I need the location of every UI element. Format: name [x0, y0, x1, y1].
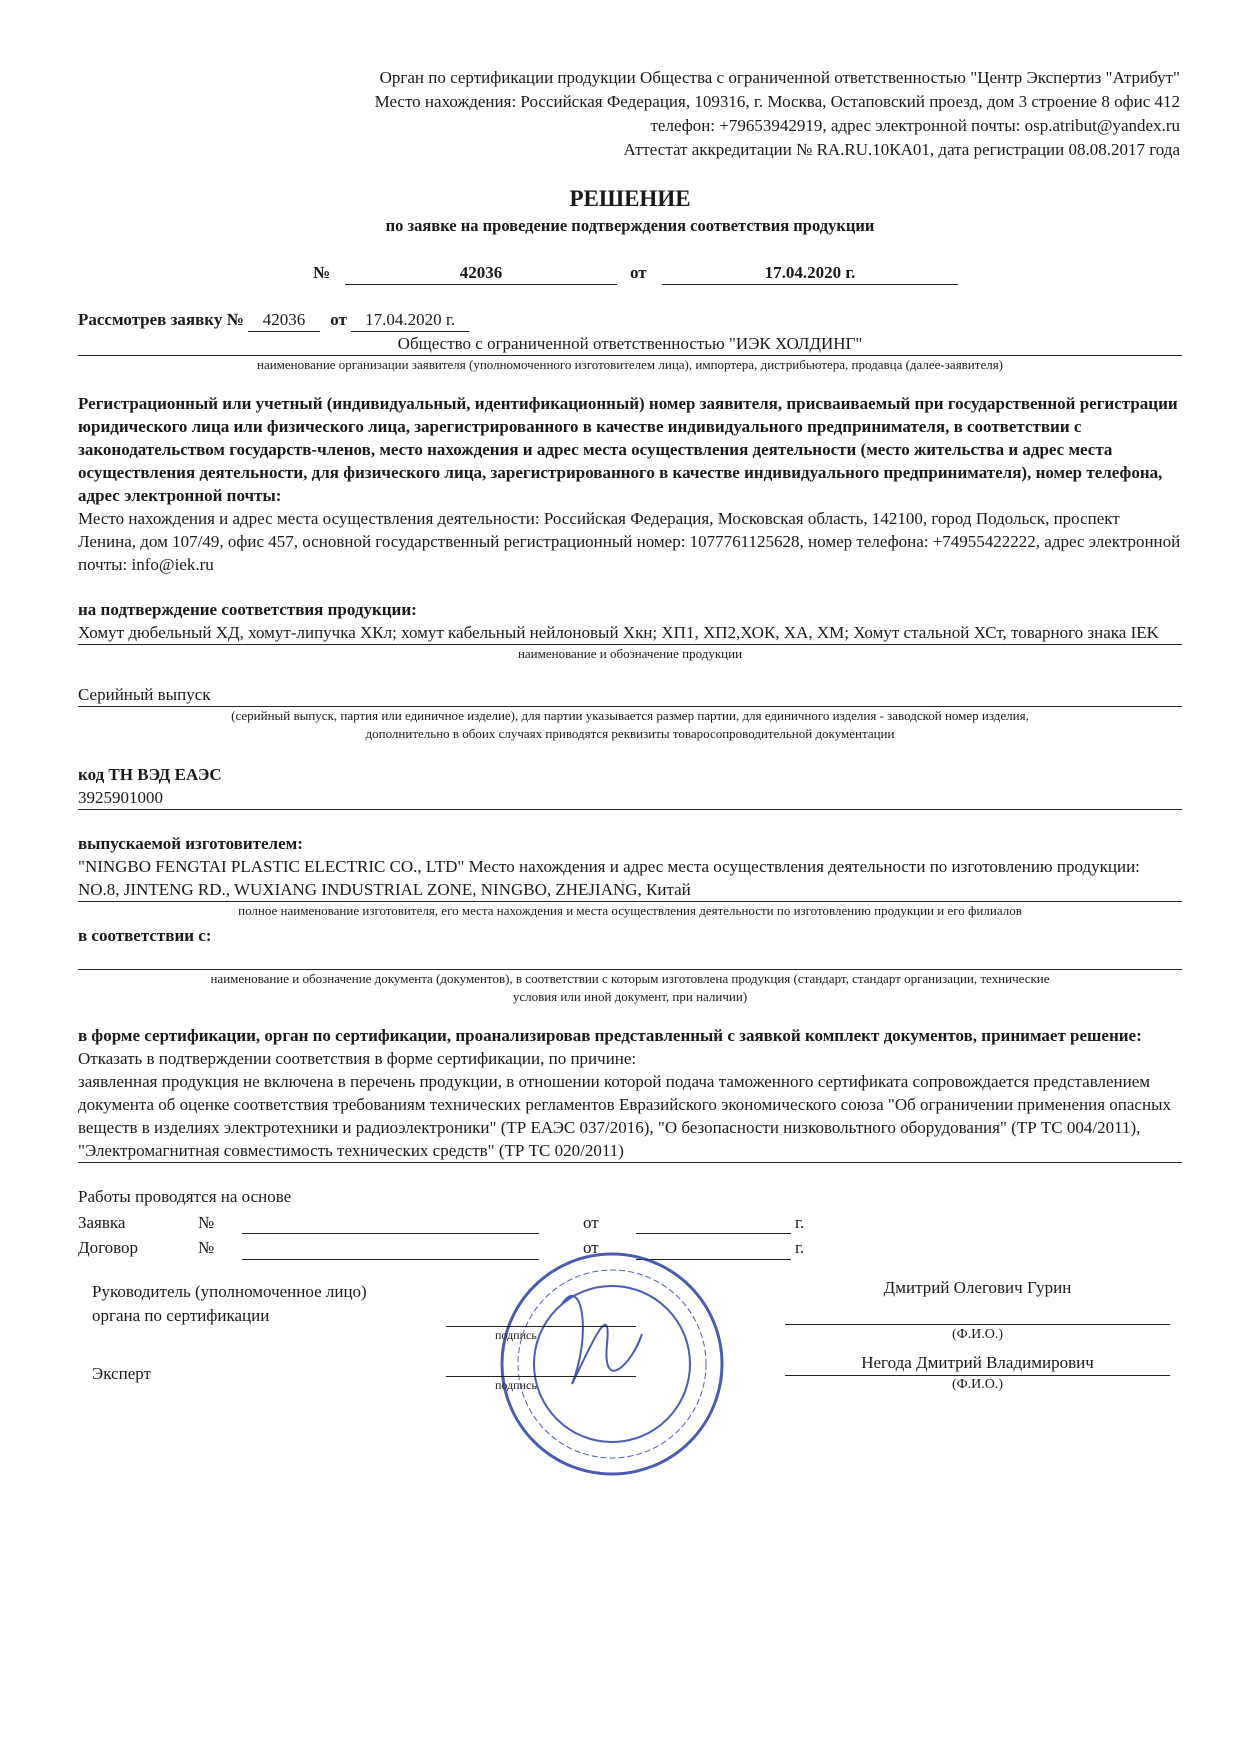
head-label: Руководитель (уполномоченное лицо)	[92, 1282, 367, 1301]
head-name-line	[785, 1324, 1170, 1325]
expert-name-line	[785, 1375, 1170, 1376]
applicant-caption: наименование организации заявителя (уполномоченного изготовителем лица), импортера, дистрибьютера, продавца (далее-заявителя)	[256, 357, 1004, 372]
signature-caption: подпись	[495, 1378, 537, 1392]
expert-label: Эксперт	[92, 1364, 151, 1383]
basis-and-signatures	[78, 1185, 1182, 1485]
expert-signature-line	[446, 1376, 636, 1377]
resolution-reason: заявленная продукция не включена в перечень продукции, в отношении которой подача таможенного сертификата сопровождается представлением документа об оценке соответствия требованиям технических регламентов Евразийского экономического союза "Об ограничении применения опасных веществ в изделиях электротехники и радиоэлектроники" (ТР ЕАЭС 037/2016), "О безопасности низковольтного оборудования" (ТР ТС 004/2011), "Электромагнитная совместимость технических средств" (ТР ТС 020/2011)	[78, 1072, 1171, 1160]
from-label: от	[630, 263, 647, 282]
manufacturer-caption: полное наименование изготовителя, его места нахождения и места осуществления деятельности по изготовлению продукции и его филиалов	[238, 903, 1022, 918]
hs-code-heading: код ТН ВЭД ЕАЭС	[78, 765, 222, 784]
document-body	[78, 308, 1182, 1485]
head-name: Дмитрий Олегович Гурин	[883, 1278, 1072, 1297]
conformity-caption: условия или иной документ, при наличии)	[512, 989, 748, 1004]
divider	[78, 1162, 1182, 1163]
number-label: №	[198, 1238, 215, 1257]
conformity-caption: наименование и обозначение документа (документов), в соответствии с которым изготовлена продукция (стандарт, стандарт организации, технические	[210, 971, 1050, 986]
divider	[78, 809, 1182, 810]
manufacturer-value: "NINGBO FENGTAI PLASTIC ELECTRIC CO., LTD" Место нахождения и адрес места осуществления деятельности по изготовлению продукции: NO.8, JINTENG RD., WUXIANG INDUSTRIAL ZONE, NINGBO, ZHEJIANG, Китай	[78, 857, 1140, 899]
year-label: г.	[795, 1213, 805, 1232]
reviewed-date: 17.04.2020 г.	[351, 308, 469, 332]
reviewed-label: Рассмотрев заявку №	[78, 310, 244, 329]
registration-heading: Регистрационный или учетный (индивидуальный, идентификационный) номер заявителя, присваиваемый при государственной регистрации юридического лица или физического лица, зарегистрированного в качестве индивидуального предпринимателя, в соответствии с законодательством государств-членов, место нахождения и адрес места осуществления деятельности (место жительства и адрес места осуществления деятельности, для физического лица, зарегистрированного в качестве индивидуального предпринимателя), номер телефона, адрес электронной почты:	[78, 394, 1178, 505]
hs-code-value: 3925901000	[78, 788, 163, 807]
from-label: от	[583, 1213, 599, 1232]
number-label: №	[313, 263, 331, 282]
conformity-heading: в соответствии с:	[78, 926, 212, 945]
number-label: №	[198, 1213, 215, 1232]
registration-value: Место нахождения и адрес места осуществления деятельности: Российская Федерация, Московская область, 142100, город Подольск, проспект Ленина, дом 107/49, офис 457, основной государственный регистрационный номер: 1077761125628, номер телефона: +74955422222, адрес электронной почты: info@iek.ru	[78, 509, 1181, 574]
header-line: Место нахождения: Российская Федерация, 109316, г. Москва, Остаповский проезд, дом 3 строение 8 офис 412	[374, 92, 1180, 111]
official-stamp	[492, 1244, 732, 1484]
decision-date-value: 17.04.2020 г.	[662, 263, 958, 285]
release-caption: (серийный выпуск, партия или единичное изделие), для партии указывается размер партии, для единичного изделия - заводской номер изделия,	[231, 708, 1029, 723]
expert-name: Негода Дмитрий Владимирович	[861, 1353, 1094, 1372]
application-date-field	[636, 1233, 791, 1234]
basis-heading: Работы проводятся на основе	[78, 1187, 292, 1206]
head-signature-line	[446, 1326, 636, 1327]
handwritten-signature	[562, 1296, 642, 1384]
release-value: Серийный выпуск	[78, 685, 211, 704]
from-label: от	[330, 310, 347, 329]
stamp-ring-lettering	[518, 1270, 706, 1458]
fio-caption: (Ф.И.О.)	[951, 1327, 1004, 1342]
release-caption: дополнительно в обоих случаях приводятся реквизиты товаросопроводительной документации	[365, 726, 895, 741]
from-label: от	[583, 1238, 599, 1257]
contract-label: Договор	[78, 1238, 139, 1257]
resolution-text: Отказать в подтверждении соответствия в форме сертификации, по причине:	[78, 1049, 637, 1068]
product-heading: на подтверждение соответствия продукции:	[78, 600, 417, 619]
stamp-inner-ring	[534, 1286, 690, 1442]
reviewed-line	[78, 308, 1182, 332]
product-value: Хомут дюбельный ХД, хомут-липучка ХКл; хомут кабельный нейлоновый Хкн; ХП1, ХП2,ХОК, ХА, ХМ; Хомут стальной ХСт, товарного знака IEK	[78, 623, 1159, 642]
decision-number-value: 42036	[345, 263, 617, 285]
year-label: г.	[795, 1238, 805, 1257]
fio-caption: (Ф.И.О.)	[951, 1377, 1004, 1392]
head-label: органа по сертификации	[92, 1306, 270, 1325]
application-number-field	[242, 1233, 539, 1234]
application-label: Заявка	[78, 1213, 126, 1232]
signature-caption: подпись	[495, 1328, 537, 1342]
page-title: РЕШЕНИЕ	[569, 186, 691, 211]
manufacturer-heading: выпускаемой изготовителем:	[78, 834, 303, 853]
page-subtitle: по заявке на проведение подтверждения соответствия продукции	[385, 216, 875, 235]
header-line: телефон: +79653942919, адрес электронной почты: osp.atribut@yandex.ru	[650, 116, 1180, 135]
applicant-name: Общество с ограниченной ответственностью "ИЭК ХОЛДИНГ"	[397, 334, 863, 353]
reviewed-number: 42036	[248, 308, 320, 332]
resolution-heading: в форме сертификации, орган по сертификации, проанализировав представленный с заявкой комплект документов, принимает решение:	[78, 1026, 1142, 1045]
header-line: Орган по сертификации продукции Общества с ограниченной ответственностью "Центр Экспертиз "Атрибут"	[379, 68, 1180, 87]
header-line: Аттестат аккредитации № RA.RU.10КА01, дата регистрации 08.08.2017 года	[623, 140, 1180, 159]
product-caption: наименование и обозначение продукции	[517, 646, 743, 661]
